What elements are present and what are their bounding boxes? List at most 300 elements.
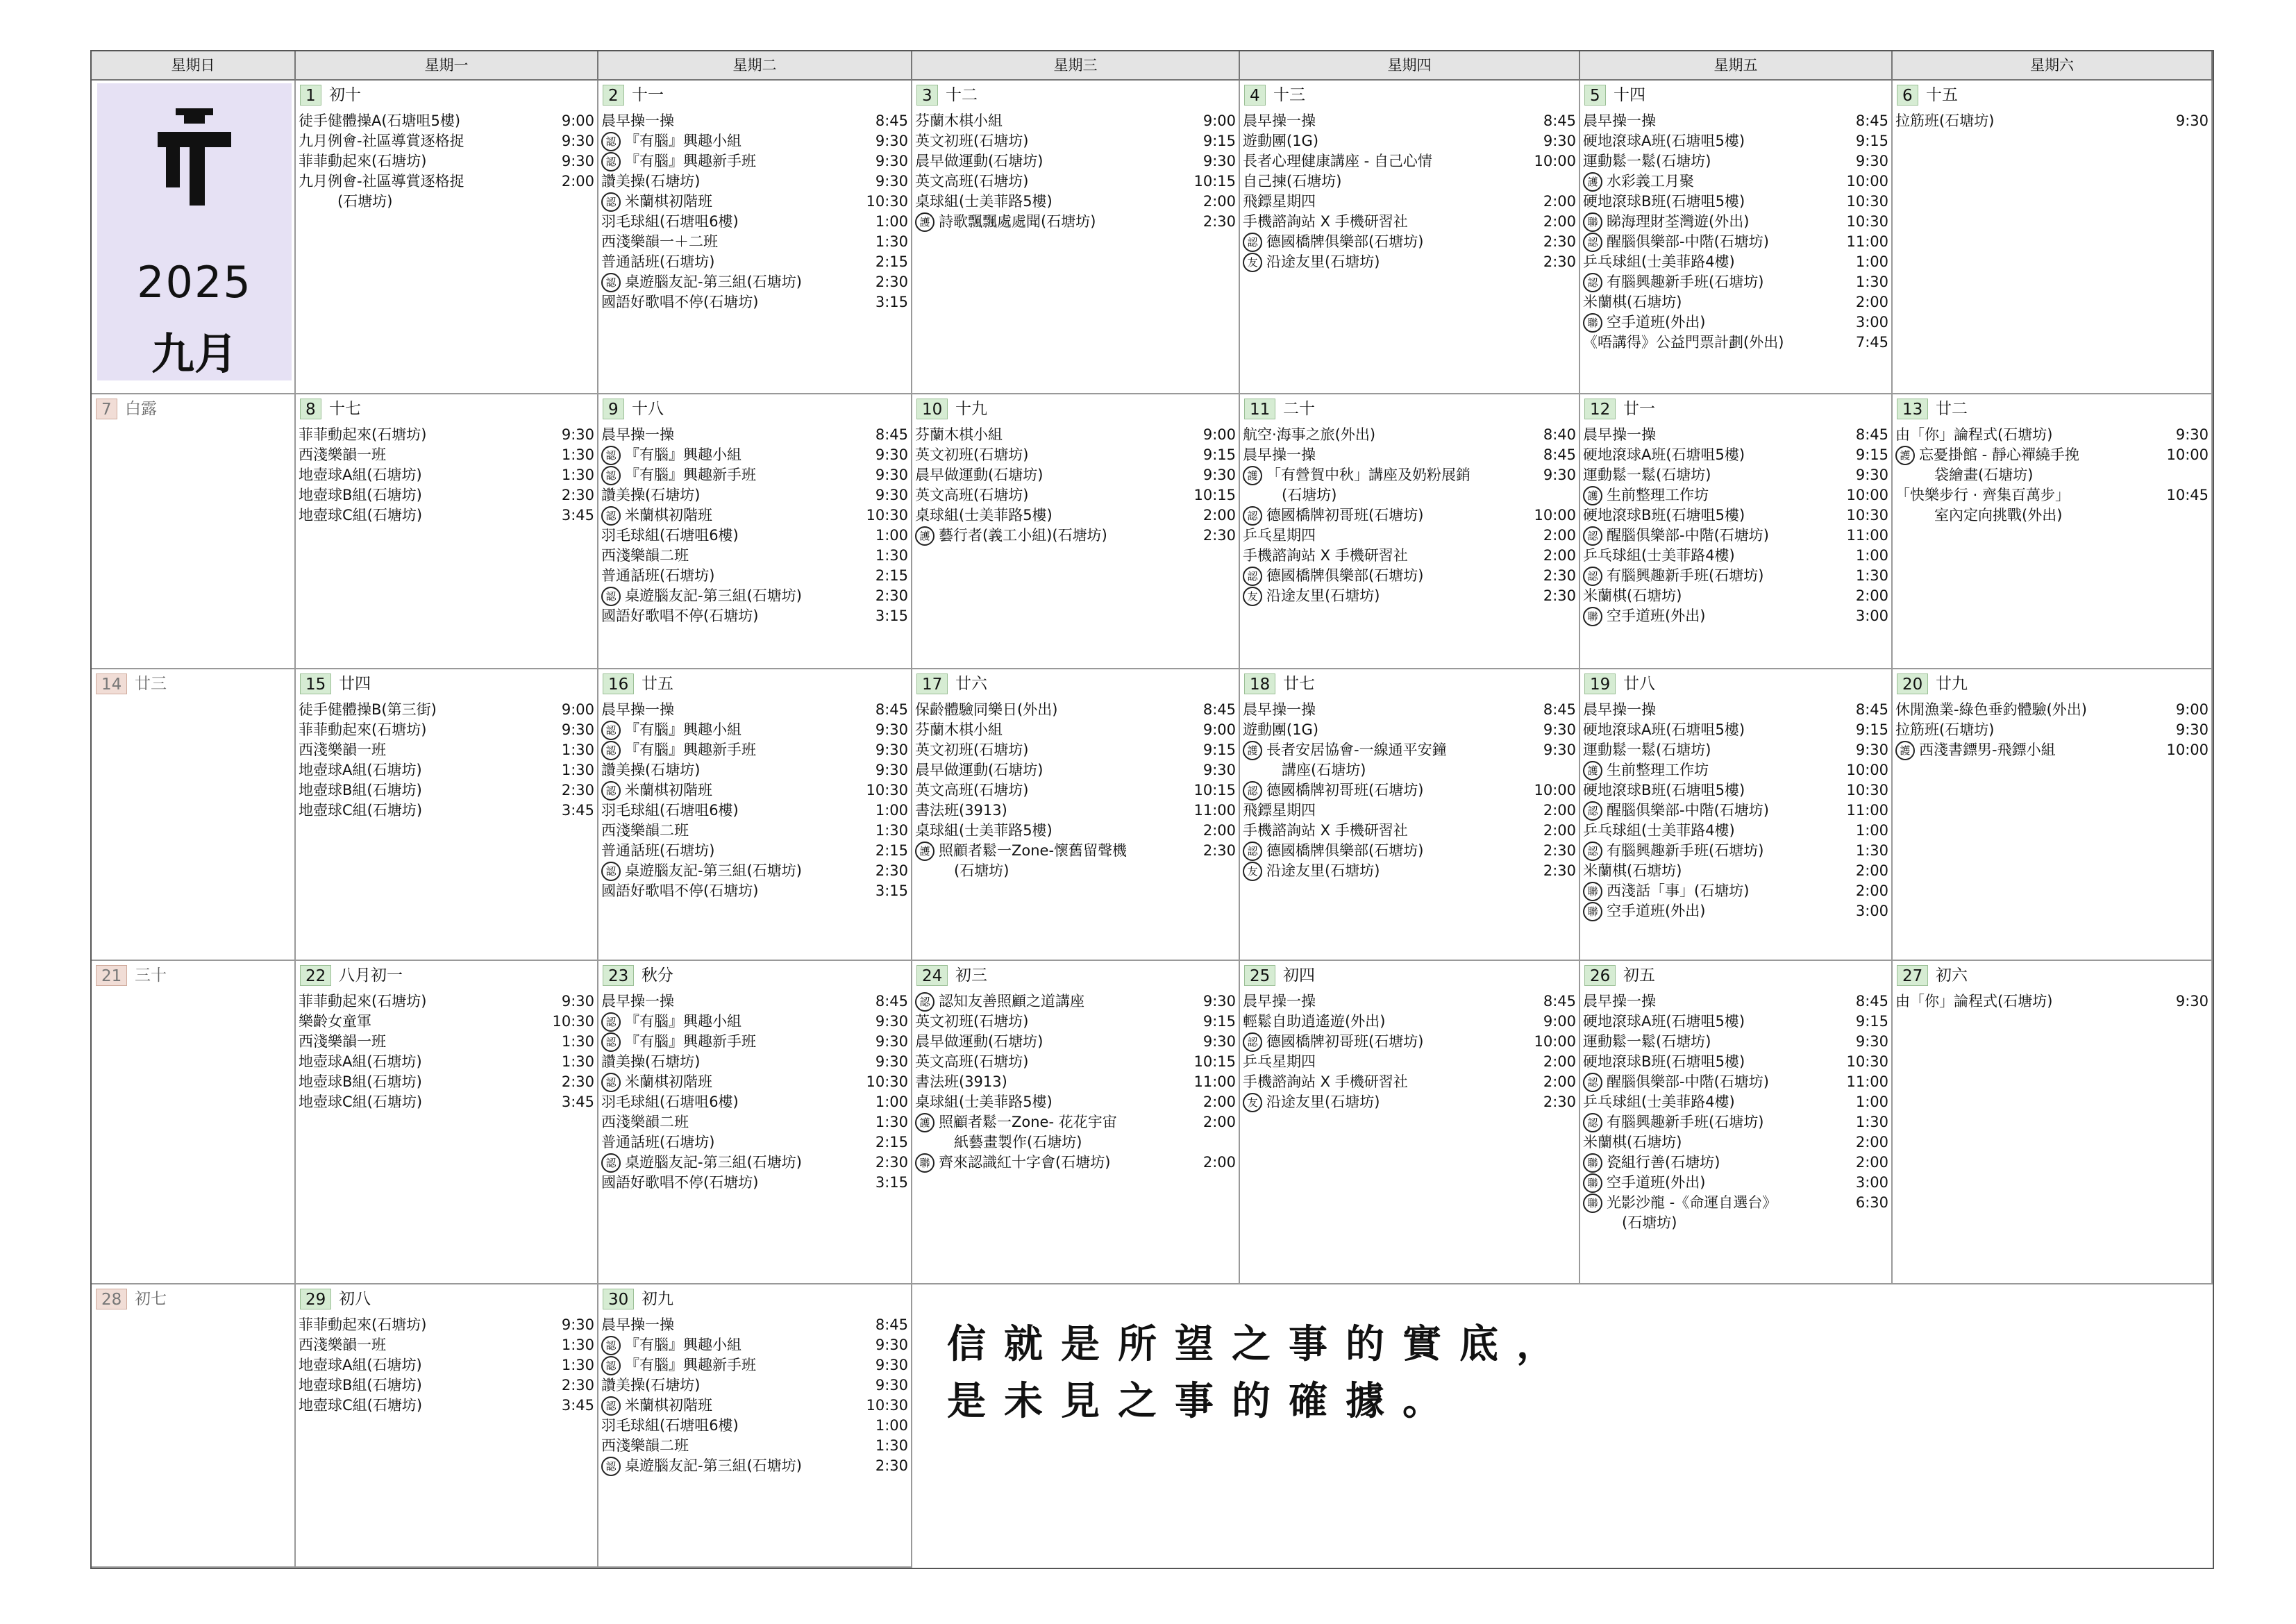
- event-name: [915, 801, 1007, 821]
- day-cell: [1240, 669, 1580, 961]
- event-time: 9:30: [1855, 742, 1888, 758]
- category-badge-icon: 聯: [1583, 1173, 1602, 1193]
- event-name: [1583, 546, 1735, 566]
- event-item: [1583, 212, 1888, 232]
- event-name: [1243, 780, 1423, 801]
- calendar-grid: [90, 50, 2214, 1569]
- event-time: [1232, 1132, 1236, 1153]
- event-time: 9:30: [1543, 133, 1576, 149]
- event-title: 醒腦俱樂部-中階(石塘坊): [1607, 527, 1769, 544]
- category-badge-icon: 護: [1895, 446, 1915, 465]
- event-time: 2:00: [1203, 822, 1236, 839]
- event-item: [299, 171, 594, 192]
- day-cell: [92, 669, 296, 961]
- day-cell: [1580, 81, 1893, 394]
- event-time: 8:45: [875, 701, 908, 718]
- event-time: 9:30: [2175, 112, 2209, 129]
- event-title: 晨早做運動(石塘坊): [915, 1033, 1044, 1050]
- event-item: [299, 1052, 594, 1072]
- event-name: [1583, 1012, 1745, 1032]
- weekday-header: 星期三: [912, 51, 1240, 81]
- day-number: 28: [96, 1289, 127, 1309]
- event-title: 菲菲動起來(石塘坊): [299, 721, 427, 738]
- event-name: [1583, 192, 1745, 212]
- event-title: 沿途友里(石塘坊): [1266, 862, 1380, 879]
- day-number: 4: [1244, 85, 1266, 106]
- event-name: [1583, 425, 1656, 445]
- event-item: [299, 780, 594, 801]
- event-time: 2:30: [1543, 587, 1576, 604]
- category-badge-icon: 認: [601, 587, 621, 606]
- event-title: 晨早操一操: [1583, 112, 1656, 129]
- category-badge-icon: 護: [915, 212, 935, 232]
- event-item: [1583, 1112, 1888, 1132]
- event-list: [299, 1315, 594, 1416]
- event-item: [1583, 445, 1888, 465]
- event-time: 9:30: [875, 721, 908, 738]
- event-item: [915, 131, 1236, 151]
- event-title: 照顧者鬆一Zone- 花花宇宙: [939, 1114, 1117, 1130]
- event-item: [915, 991, 1236, 1012]
- event-title: 遊動團(1G): [1243, 721, 1319, 738]
- event-name: [1243, 425, 1375, 445]
- event-name: [601, 1072, 712, 1092]
- day-number: 10: [916, 399, 948, 419]
- event-time: 9:30: [875, 1033, 908, 1050]
- day-number: 9: [603, 399, 624, 419]
- event-title: 晨早操一操: [1583, 701, 1656, 718]
- category-badge-icon: 認: [601, 1012, 621, 1032]
- category-badge-icon: 認: [601, 1153, 621, 1173]
- event-time: 9:30: [1543, 721, 1576, 738]
- event-title: 德國橋牌俱樂部(石塘坊): [1266, 233, 1424, 250]
- category-badge-icon: 護: [1583, 761, 1602, 780]
- event-time: 2:00: [1543, 213, 1576, 230]
- event-title: 紙藝畫製作(石塘坊): [954, 1134, 1082, 1150]
- event-time: 2:00: [1543, 802, 1576, 819]
- category-badge-icon: 聯: [1583, 313, 1602, 333]
- event-item: [915, 151, 1236, 171]
- lunar-date-label: 初八: [339, 1290, 371, 1308]
- event-item: [299, 505, 594, 526]
- event-name: [601, 505, 712, 526]
- event-title: 米蘭棋初階班: [625, 782, 712, 798]
- event-item: [299, 192, 594, 212]
- event-name: [601, 1092, 739, 1112]
- event-title: 硬地滾球A班(石塘咀5樓): [1583, 446, 1745, 463]
- day-number: 12: [1584, 399, 1616, 419]
- event-time: 2:30: [561, 487, 594, 503]
- event-item: [1243, 151, 1576, 171]
- day-number: 15: [300, 673, 331, 694]
- event-name: [299, 780, 422, 801]
- category-badge-icon: 護: [915, 1113, 935, 1132]
- event-item: [1583, 292, 1888, 312]
- event-time: 9:30: [1203, 153, 1236, 169]
- category-badge-icon: 認: [1583, 273, 1602, 292]
- event-time: 1:30: [561, 1357, 594, 1373]
- event-time: 1:30: [1855, 274, 1888, 290]
- event-item: [601, 991, 908, 1012]
- event-item: [1583, 1032, 1888, 1052]
- event-name: [299, 760, 422, 780]
- event-time: 9:30: [875, 173, 908, 190]
- event-item: [1583, 131, 1888, 151]
- event-name: [1583, 991, 1656, 1012]
- event-title: 徒手健體操A(石塘咀5樓): [299, 112, 461, 129]
- event-name: [1583, 566, 1763, 586]
- event-name: [915, 720, 1003, 740]
- event-name: [601, 445, 741, 465]
- event-name: [601, 1173, 758, 1193]
- event-title: 有腦興趣新手班(石塘坊): [1607, 274, 1764, 290]
- category-badge-icon: 認: [601, 781, 621, 801]
- event-title: 晨早做運動(石塘坊): [915, 762, 1044, 778]
- event-time: [2204, 505, 2209, 526]
- event-title: 硬地滾球A班(石塘咀5樓): [1583, 133, 1745, 149]
- event-title: 忘憂掛館 - 靜心禪繞手挽: [1919, 446, 2079, 463]
- day-cell: [598, 394, 912, 669]
- event-title: 「快樂步行 · 齊集百萬步」: [1895, 487, 2070, 503]
- event-item: [299, 1355, 594, 1375]
- event-time: 9:30: [875, 1053, 908, 1070]
- event-item: [1243, 1092, 1576, 1112]
- event-item: [299, 1396, 594, 1416]
- event-title: 長者心理健康講座 - 自己心情: [1243, 153, 1432, 169]
- lunar-date-label: 廿六: [955, 675, 987, 693]
- event-title: 『有腦』興趣新手班: [625, 467, 756, 483]
- event-title: 『有腦』興趣小組: [625, 1337, 741, 1353]
- event-time: 9:30: [561, 993, 594, 1010]
- lunar-date-label: 十五: [1926, 86, 1958, 104]
- category-badge-icon: 認: [1583, 801, 1602, 821]
- event-title: 晨早操一操: [601, 1316, 674, 1333]
- event-name: [601, 232, 718, 252]
- event-name: [1243, 1012, 1385, 1032]
- event-time: 8:45: [1543, 701, 1576, 718]
- category-badge-icon: 聯: [1583, 882, 1602, 901]
- event-title: 讚美操(石塘坊): [601, 762, 701, 778]
- event-title: (石塘坊): [1282, 487, 1337, 503]
- event-title: 米蘭棋初階班: [625, 1073, 712, 1090]
- event-item: [1243, 566, 1576, 586]
- event-title: 米蘭棋(石塘坊): [1583, 587, 1682, 604]
- event-name: [601, 700, 674, 720]
- day-cell: [1580, 669, 1893, 961]
- event-time: [590, 192, 594, 212]
- day-number: 20: [1897, 673, 1928, 694]
- event-time: 1:00: [875, 213, 908, 230]
- event-title: 手機諮詢站 X 手機研習社: [1243, 1073, 1408, 1090]
- event-time: 1:30: [561, 1337, 594, 1353]
- event-item: [601, 1052, 908, 1072]
- event-name: [1243, 192, 1316, 212]
- weekday-header: 星期一: [296, 51, 598, 81]
- event-title: 英文高班(石塘坊): [915, 173, 1029, 190]
- event-title: 德國橋牌俱樂部(石塘坊): [1266, 842, 1424, 859]
- day-cell: [1580, 961, 1893, 1284]
- event-time: 1:30: [875, 1114, 908, 1130]
- event-item: [1583, 151, 1888, 171]
- lunar-date-label: 秋分: [642, 966, 673, 985]
- event-name: [1583, 586, 1682, 606]
- event-name: [1583, 1193, 1777, 1213]
- event-name: [1243, 151, 1432, 171]
- event-item: [915, 700, 1236, 720]
- event-title: 普通話班(石塘坊): [601, 253, 715, 270]
- event-time: 9:15: [1203, 742, 1236, 758]
- event-name: [915, 991, 1084, 1012]
- event-item: [1583, 1092, 1888, 1112]
- event-time: 10:30: [866, 193, 908, 210]
- day-number: 11: [1244, 399, 1275, 419]
- event-title: 普通話班(石塘坊): [601, 842, 715, 859]
- event-name: [299, 151, 426, 171]
- event-item: [1243, 171, 1576, 192]
- event-time: 2:00: [1543, 193, 1576, 210]
- event-title: 桌球組(士美菲路5樓): [915, 193, 1053, 210]
- event-title: 「有營賀中秋」講座及奶粉展銷: [1266, 467, 1470, 483]
- event-item: [601, 760, 908, 780]
- event-name: [915, 1032, 1043, 1052]
- event-time: 11:00: [1846, 233, 1888, 250]
- event-title: 晨早做運動(石塘坊): [915, 153, 1044, 169]
- event-name: [1583, 740, 1711, 760]
- event-name: [1583, 720, 1745, 740]
- event-time: 9:30: [2175, 721, 2209, 738]
- event-item: [601, 881, 908, 901]
- event-item: [1583, 272, 1888, 292]
- event-list: [1583, 700, 1888, 921]
- event-title: 西淺樂韻一班: [299, 1337, 386, 1353]
- event-item: [1583, 821, 1888, 841]
- event-time: 9:15: [1855, 446, 1888, 463]
- event-title: 地壺球A組(石塘坊): [299, 1357, 422, 1373]
- day-number: 16: [603, 673, 634, 694]
- event-name: [1895, 720, 1994, 740]
- event-time: 1:30: [875, 233, 908, 250]
- event-item: [1583, 1193, 1888, 1213]
- category-badge-icon: 聯: [1583, 212, 1602, 232]
- event-item: [1583, 760, 1888, 780]
- event-item: [601, 505, 908, 526]
- event-item: [1583, 526, 1888, 546]
- event-name: [299, 1032, 386, 1052]
- event-name: [1583, 841, 1763, 861]
- event-title: 輕鬆自助逍遙遊(外出): [1243, 1013, 1386, 1030]
- event-time: 2:15: [875, 842, 908, 859]
- event-item: [601, 1315, 908, 1335]
- event-name: [299, 1072, 422, 1092]
- event-name: [1583, 1072, 1769, 1092]
- event-item: [299, 801, 594, 821]
- event-time: 2:00: [1543, 547, 1576, 564]
- event-time: 10:30: [866, 1397, 908, 1414]
- event-time: 2:00: [1855, 587, 1888, 604]
- day-cell: [296, 394, 598, 669]
- event-title: 乒乓星期四: [1243, 1053, 1316, 1070]
- event-title: 地壺球C組(石塘坊): [299, 802, 423, 819]
- event-item: [1583, 1173, 1888, 1193]
- event-title: 西淺樂韻二班: [601, 822, 689, 839]
- category-badge-icon: 認: [601, 1336, 621, 1355]
- category-badge-icon: 認: [601, 721, 621, 740]
- event-time: 10:15: [1193, 173, 1236, 190]
- event-title: 英文初班(石塘坊): [915, 446, 1029, 463]
- event-name: [1583, 131, 1745, 151]
- event-item: [1895, 425, 2209, 445]
- event-item: [1243, 212, 1576, 232]
- event-time: 6:30: [1855, 1194, 1888, 1211]
- event-time: 9:30: [561, 1316, 594, 1333]
- event-title: 晨早操一操: [1583, 993, 1656, 1010]
- event-name: [601, 821, 689, 841]
- category-badge-icon: 護: [1583, 486, 1602, 505]
- event-name: [601, 740, 756, 760]
- event-item: [1243, 465, 1576, 485]
- day-cell: [296, 81, 598, 394]
- event-time: 9:00: [1203, 721, 1236, 738]
- event-list: [1583, 111, 1888, 353]
- event-name: [601, 272, 802, 292]
- event-title: 讚美操(石塘坊): [601, 173, 701, 190]
- event-name: [1243, 526, 1316, 546]
- event-title: 自己揀(石塘坊): [1243, 173, 1342, 190]
- event-name: [915, 1153, 1110, 1173]
- category-badge-icon: 認: [601, 862, 621, 881]
- event-name: [601, 1416, 739, 1436]
- event-time: 2:00: [1855, 882, 1888, 899]
- event-name: [1583, 232, 1769, 252]
- event-time: 2:00: [1203, 507, 1236, 524]
- event-item: [299, 1335, 594, 1355]
- event-item: [1895, 700, 2209, 720]
- event-title: 空手道班(外出): [1607, 314, 1706, 330]
- event-time: 1:30: [1855, 842, 1888, 859]
- event-item: [1583, 1072, 1888, 1092]
- event-time: 8:45: [1855, 993, 1888, 1010]
- event-name: [601, 192, 712, 212]
- event-name: [1243, 991, 1316, 1012]
- event-item: [1583, 566, 1888, 586]
- event-title: 羽毛球組(石塘咀6樓): [601, 1094, 739, 1110]
- event-title: (石塘坊): [337, 193, 393, 210]
- event-name: [1895, 445, 2079, 465]
- event-name: [1243, 505, 1423, 526]
- event-name: [1895, 740, 2056, 760]
- lunar-date-label: 廿三: [135, 675, 167, 693]
- event-name: [601, 881, 758, 901]
- event-title: 沿途友里(石塘坊): [1266, 1094, 1380, 1110]
- event-title: 芬蘭木棋小組: [915, 112, 1003, 129]
- category-badge-icon: 聯: [1583, 902, 1602, 921]
- event-title: 西淺書鏢男-飛鏢小組: [1919, 742, 2056, 758]
- event-title: 航空·海事之旅(外出): [1243, 426, 1376, 443]
- event-item: [601, 151, 908, 171]
- event-name: [1583, 760, 1709, 780]
- day-cell: [92, 1284, 296, 1568]
- category-badge-icon: 護: [915, 842, 935, 861]
- event-name: [915, 1112, 1117, 1132]
- event-time: 11:00: [1846, 527, 1888, 544]
- event-item: [1243, 1012, 1576, 1032]
- event-list: [601, 700, 908, 901]
- event-title: 醒腦俱樂部-中階(石塘坊): [1607, 233, 1769, 250]
- event-title: 瓷組行善(石塘坊): [1607, 1154, 1720, 1171]
- event-item: [1583, 801, 1888, 821]
- event-title: 手機諮詢站 X 手機研習社: [1243, 547, 1408, 564]
- event-title: 運動鬆一鬆(石塘坊): [1583, 1033, 1711, 1050]
- event-title: 地壺球C組(石塘坊): [299, 507, 423, 524]
- event-time: 2:30: [875, 862, 908, 879]
- event-title: 德國橋牌初哥班(石塘坊): [1266, 782, 1424, 798]
- event-title: 米蘭棋(石塘坊): [1583, 1134, 1682, 1150]
- event-list: [915, 111, 1236, 232]
- event-title: 國語好歌唱不停(石塘坊): [601, 882, 759, 899]
- event-title: 『有腦』興趣新手班: [625, 1033, 756, 1050]
- event-item: [915, 1032, 1236, 1052]
- event-title: 九月例會-社區導賞逐格捉: [299, 133, 464, 149]
- event-time: 3:00: [1855, 903, 1888, 919]
- event-time: 10:30: [866, 507, 908, 524]
- day-number: 22: [300, 965, 331, 986]
- event-time: 10:15: [1193, 487, 1236, 503]
- category-badge-icon: 認: [601, 741, 621, 760]
- event-name: [1243, 720, 1318, 740]
- event-title: 桌球組(士美菲路5樓): [915, 1094, 1053, 1110]
- event-name: [299, 485, 422, 505]
- event-name: [915, 760, 1043, 780]
- event-time: 2:00: [1543, 1053, 1576, 1070]
- event-list: [601, 991, 908, 1193]
- event-time: 2:30: [1543, 567, 1576, 584]
- day-cell: [92, 961, 296, 1284]
- event-title: 地壺球A組(石塘坊): [299, 762, 422, 778]
- event-title: 國語好歌唱不停(石塘坊): [601, 294, 759, 310]
- lunar-date-label: 初九: [642, 1290, 673, 1308]
- event-item: [601, 1335, 908, 1355]
- event-item: [299, 111, 594, 131]
- event-time: 1:30: [561, 446, 594, 463]
- event-name: [1243, 740, 1447, 760]
- event-item: [601, 1173, 908, 1193]
- event-title: 晨早操一操: [1243, 112, 1316, 129]
- event-title: 認知友善照顧之道講座: [939, 993, 1084, 1010]
- event-time: 3:00: [1855, 608, 1888, 624]
- event-list: [1243, 111, 1576, 272]
- day-number: 29: [300, 1289, 331, 1309]
- event-title: 硬地滾球B班(石塘咀5樓): [1583, 782, 1745, 798]
- event-title: 空手道班(外出): [1607, 1174, 1706, 1191]
- event-title: 晨早操一操: [601, 426, 674, 443]
- event-item: [1895, 111, 2209, 131]
- day-cell: [296, 669, 598, 961]
- day-number: 14: [96, 673, 127, 694]
- event-title: 《唔講得》公益門票計劃(外出): [1583, 334, 1784, 351]
- event-item: [1583, 232, 1888, 252]
- event-title: 空手道班(外出): [1607, 608, 1706, 624]
- event-time: 10:00: [2166, 446, 2209, 463]
- event-time: 10:30: [1846, 1053, 1888, 1070]
- event-title: 西淺樂韻二班: [601, 1437, 689, 1454]
- event-list: [299, 991, 594, 1112]
- event-name: [601, 1375, 700, 1396]
- lunar-date-label: 廿八: [1623, 675, 1655, 693]
- calendar-year: 2025: [137, 257, 252, 308]
- verse-line-1: 信就是所望之事的實底，: [947, 1322, 1573, 1367]
- event-name: [915, 700, 1057, 720]
- event-title: 飛鏢星期四: [1243, 193, 1316, 210]
